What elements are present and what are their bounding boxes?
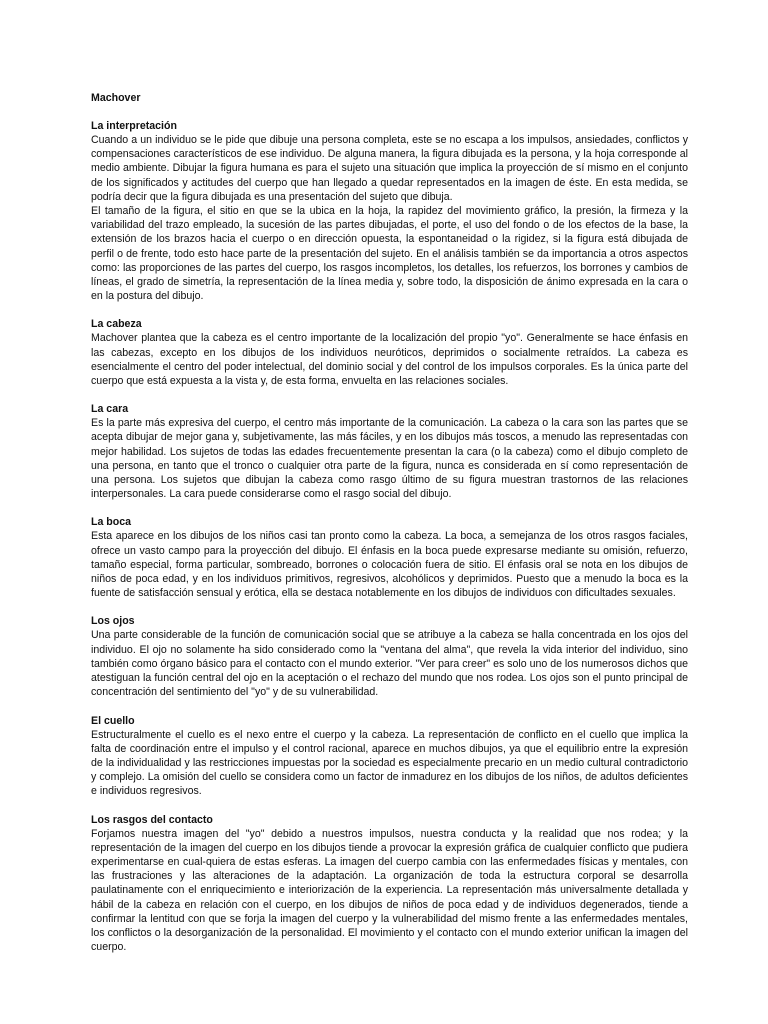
section-rasgos-contacto [91,813,688,955]
section-heading: La interpretación [91,120,177,132]
section-ojos [91,614,688,699]
section-paragraph: Esta aparece en los dibujos de los niños casi tan pronto como la cabeza. La boca, a semejanza de los otros rasgos faciales, ofrece un vasto campo para la proyección del dibujo. El énfasis en la boca puede expresarse mediante su omisión, refuerzo, tamaño especial, forma particular, sombreado, borrones o colocación fuera de sitio. El énfasis oral se nota en los dibujos de niños de poca edad, y en los individuos primitivos, regresivos, alcohólicos y deprimidos. Puesto que a menudo la boca es la fuente de satisfacción sensual y erótica, ella se destaca notablemente en los dibujos de individuos con dificultades sexuales. [91,530,688,600]
section-heading: La cabeza [91,318,142,331]
section-heading: El cuello [91,714,135,727]
section-paragraph: Es la parte más expresiva del cuerpo, el centro más importante de la comunicación. La cabeza o la cara son las partes que se acepta dibujar de mejor gana y, subjetivamente, las más fáciles, y en los dibujos más toscos, a menudo las representadas con mejor habilidad. Los sujetos de todas las edades frecuentemente presentan la cara (o la cabeza) como el dibujo completo de una persona, en tanto que el tronco o cualquier otra parte de la figura, nunca es considerada en sí como representación de una persona. Los sujetos que dibujan la cabeza como rasgo último de su figura muestran trastornos de las relaciones interpersonales. La cara puede considerarse como el rasgo social del dibujo. [91,417,688,501]
section-heading: La cara [91,403,129,416]
section-paragraph: El tamaño de la figura, el sitio en que se la ubica en la hoja, la rapidez del movimiento gráfico, la presión, la firmeza y la variabilidad del trazo empleado, la sucesión de las partes dibujadas, el porte, el uso del fondo o de los efectos de la base, la extensión de los brazos hacia el cuerpo o en dirección opuesta, la espontaneidad o la rigidez, si la figura está dibujada de perfil o de frente, todo esto hace parte de la presentación del sujeto. En el análisis también se da importancia a otros aspectos como: las proporciones de las partes del cuerpo, los rasgos incompletos, los detalles, los refuerzos, los borrones y cambios de líneas, el grado de simetría, la representación de la línea media y, sobre todo, la disposición de ánimo expresada en la cara o en la postura del dibujo. [91,205,688,303]
section-heading: Los ojos [91,615,135,628]
section-cabeza [91,317,688,388]
section-heading: Los rasgos del contacto [91,813,213,826]
section-boca [91,515,688,600]
section-paragraph: Cuando a un individuo se le pide que dibuje una persona completa, este se no escapa a los impulsos, ansiedades, conflictos y compensaciones característicos de ese individuo. De alguna manera, la figura dibujada es la persona, y la hoja corresponde al medio ambiente. Dibujar la figura humana es para el sujeto una situación que implica la proyección de sí mismo en el conjunto de los significados y actitudes del cuerpo que han llegado a quedar representados en la imagen de éste. En esta medida, se podría decir que la figura dibujada es una presentación del sujeto que dibuja. [91,134,688,203]
section-paragraph: Estructuralmente el cuello es el nexo entre el cuerpo y la cabeza. La representación de conflicto en el cuello que implica la falta de coordinación entre el impulso y el control racional, aparece en muchos dibujos, ya que el equilibrio entre la expresión de la individualidad y las restricciones impuestas por la sociedad es especialmente precario en un medio cultural contradictorio y complejo. La omisión del cuello se considera como un factor de inmadurez en los dibujos de los niños, de adultos deficientes e individuos regresivos. [91,728,688,798]
section-paragraph: Machover plantea que la cabeza es el centro importante de la localización del propio "yo". Generalmente se hace énfasis en las cabezas, excepto en los dibujos de los individuos neuróticos, deprimidos o socialmente retraídos. La cabeza es esencialmente el centro del poder intelectual, del dominio social y del control de los impulsos corporales. Es la única parte del cuerpo que está expuesta a la vista y, de esta forma, envuelta en las relaciones sociales. [91,332,688,388]
document-title: Machover [91,92,141,104]
section-cuello [91,714,688,799]
section-interpretacion [91,119,688,303]
section-cara [91,402,688,501]
section-paragraph: Una parte considerable de la función de comunicación social que se atribuye a la cabeza se halla concentrada en los ojos del individuo. El ojo no solamente ha sido considerado como la "ventana del alma", que revela la vida interior del individuo, sino también como órgano básico para el contacto con el mundo exterior. "Ver para creer" es solo uno de los numerosos dichos que atestiguan la función central del ojo en la aceptación o el rechazo del mundo que nos rodea. Los ojos son el punto principal de concentración del sentimiento del "yo" y de su vulnerabilidad. [91,629,688,699]
section-paragraph: Forjamos nuestra imagen del "yo" debido a nuestros impulsos, nuestra conducta y la realidad que nos rodea; y la representación de la imagen del cuerpo en los dibujos tiende a provocar la expresión gráfica de cualquier conflicto que pudiera experimentarse en cual-quiera de estas esferas. La imagen del cuerpo cambia con las enfermedades físicas y mentales, con las frustraciones y las alteraciones de la adaptación. La organización de toda la estructura corporal se desarrolla paulatinamente con el enriquecimiento e interiorización de la experiencia. La representación más universalmente detallada y hábil de la cabeza en relación con el cuerpo, en los dibujos de niños de poca edad y de individuos degenerados, tiende a confirmar la lentitud con que se forja la imagen del cuerpo y la vulnerabilidad del mismo frente a las enfermedades mentales, los conflictos o la desorganización de la personalidad. El movimiento y el contacto con el mundo exterior unifican la imagen del cuerpo. [91,827,688,954]
section-heading: La boca [91,516,132,529]
